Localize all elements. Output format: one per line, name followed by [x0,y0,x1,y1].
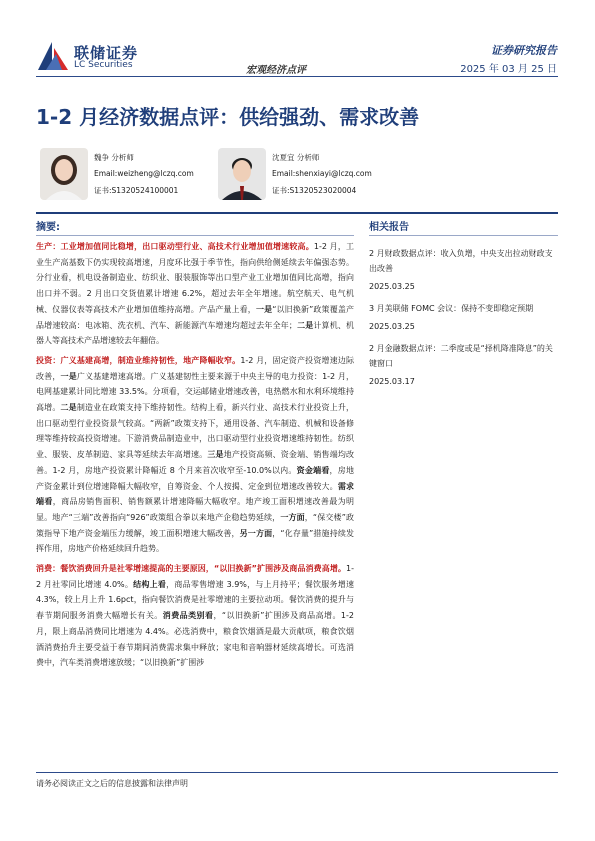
related-report-link[interactable]: 2 月财政数据点评：收入负增，中央支出拉动财政支出改善 [369,249,553,273]
analyst-photo-avatar [218,148,266,200]
report-title: 1-2 月经济数据点评：供给强劲、需求改善 [36,105,420,129]
related-report-link[interactable]: 3 月美联储 FOMC 会议：保持不变即稳定预期 [369,304,534,313]
production-point-2: 二是 [296,320,314,330]
production-point-1: 一是 [255,304,273,314]
investment-lead: 投资：广义基建高增，制造业维持韧性，地产降幅收窄。 [36,355,241,365]
summary-paragraph-investment [36,353,354,557]
analyst-certificate: 证书:S1320523020004 [272,186,357,195]
consumption-lead: 消费：餐饮消费回升是社零增速提高的主要原因，“以旧换新”扩围涉及商品消费高增。 [36,564,347,574]
disclaimer-footer: 请务必阅读正文之后的信息披露和法律声明 [36,779,188,788]
investment-funding: 资金端看 [296,465,330,475]
summary-paragraph-consumption [36,561,354,671]
production-lead: 生产：工业增加值同比稳增，出口驱动型行业、高技术行业增加值增速较高。 [36,242,314,251]
analyst-email[interactable]: Email:shenxiayi@lczq.com [272,169,372,178]
summary-section [36,218,354,675]
investment-text-3: 制造业在政策支持下维持韧性。结构上看，新兴行业、高技术行业投资上升，出口驱动型行业投资景气较高。“两新”政策支持下，通用设备、汽车制造、机械和设备修理等维持较高投资增速。下游消费品制造业中，出口驱动型行业投资增速维持韧性。纺织业、服装、皮革制造、家具等延续去年高增速。 [36,403,355,460]
lc-securities-logo-icon [36,38,70,72]
investment-text-6: ，商品房销售面积、销售额累计增速降幅大幅收窄。地产竣工面积增速改善最为明显。地产“三端”改善指向“926”政策组合拳以来地产企稳趋势延续， [36,497,355,522]
section-divider [36,212,558,214]
investment-text-4: 地产投资高频、资金端、销售端均改善。1-2 月，房地产投资累计降幅近 8 个月来首次收窄至-10.0%以内。 [36,450,355,475]
related-report-link[interactable]: 2 月金融数据点评：二季度或是“择机降准降息”的关键窗口 [369,344,553,368]
investment-point-1: 一是 [60,371,77,381]
analyst-email[interactable]: Email:weizheng@lczq.com [94,169,194,178]
related-reports-heading: 相关报告 [369,218,558,236]
analyst-name: 魏争 分析师 [94,153,134,162]
analyst-card [218,148,388,202]
logo-chinese-name: 联储证券 [74,44,139,62]
analyst-name: 沈夏宜 分析师 [272,153,320,162]
investment-demand: 需求端看 [36,481,355,507]
footer-divider [36,772,558,773]
investment-text-7: ，“保交楼”政策指导下地产资金端压力缓解，竣工面积增速大幅改善， [36,512,354,538]
summary-paragraph-production [36,239,354,349]
consumption-category: 消费品类别看 [162,611,214,621]
investment-on-other-hand: 另一方面 [239,528,273,538]
related-report-date: 2025.03.25 [369,282,415,291]
investment-text-1: 1-2 月，固定资产投资增速边际改善， [36,355,355,381]
investment-on-one-hand: 一方面 [280,512,305,522]
analyst-photo-avatar [40,148,88,200]
consumption-text-3: ，“以旧换新”扩围涉及商品高增。1-2 月，限上商品消费同比增速为 4.4%。必选消费中，粮食饮烟酒是最大贡献项，粮食饮烟酒消费抬升主要受益于春节期间消费需求集中释放；家电和音响器材延续高增长。可选消费中，汽车类消费增速放缓；“以旧换新”扩围涉 [36,611,355,668]
consumption-text-1: 1-2 月社零同比增速 4.0%。 [36,564,354,589]
related-reports-sidebar [369,218,558,396]
investment-point-3: 三是 [207,450,224,460]
production-text: 1-2 月，工业生产高基数下仍实现较高增速，月度环比强于季节性，指向供给侧延续去年偏强态势。分行业看，机电设备制造业、纺织业、服装服饰等出口型产业工业增加值同比高增，指向出口并不弱。2 月出口交货值累计增速 6.2%，超过去年全年增速。航空航天、电气机械、仪器仪表等高技术产业增加值维持高增。产品产量上看， [36,242,355,314]
consumption-text-2: ，商品零售增速 3.9%，与上月持平；餐饮服务增速 4.3%，较上月上升 1.6pct，指向餐饮消费是社零增速的主要拉动项。餐饮消费的提升与春节期间服务消费大幅增长有关。 [36,579,355,621]
analyst-card [40,148,210,202]
analyst-certificate: 证书:S1320524100001 [94,186,179,195]
summary-heading: 摘要: [36,218,354,236]
logo-english-name: LC Securities [74,60,133,70]
report-category: 宏观经济点评 [246,65,306,76]
related-report-date: 2025.03.17 [369,377,415,386]
investment-text-8: ，“化存量”措施持续发挥作用，房地产价格延续回升趋势。 [36,528,355,554]
production-text-2: “以旧换新”政策覆盖产品增速较高：电冰箱、洗衣机、汽车、新能源汽车增速均超过去年全年； [36,304,355,330]
investment-point-2: 二是 [60,403,77,413]
report-header [0,0,595,80]
consumption-structure: 结构上看 [133,579,167,589]
header-divider [36,76,558,77]
investment-text-2: 广义基建增速高增。广义基建韧性主要来源于中央主导的电力投资：1-2 月，电网基建累计同比增速 33.5%。分项看，交运邮储业增速改善，电热燃水和水利环境维持高增。 [36,371,355,413]
report-date: 2025 年 03 月 25 日 [460,64,557,75]
production-text-3: 计算机、机器人等高技术产品增速较去年翻倍。 [36,320,355,346]
report-type: 证券研究报告 [491,44,557,57]
related-report-date: 2025.03.25 [369,322,415,331]
investment-text-5: ，房地产资金累计到位增速降幅大幅收窄，自筹资金、个人按揭、定金到位增速改善较大。 [36,465,354,491]
